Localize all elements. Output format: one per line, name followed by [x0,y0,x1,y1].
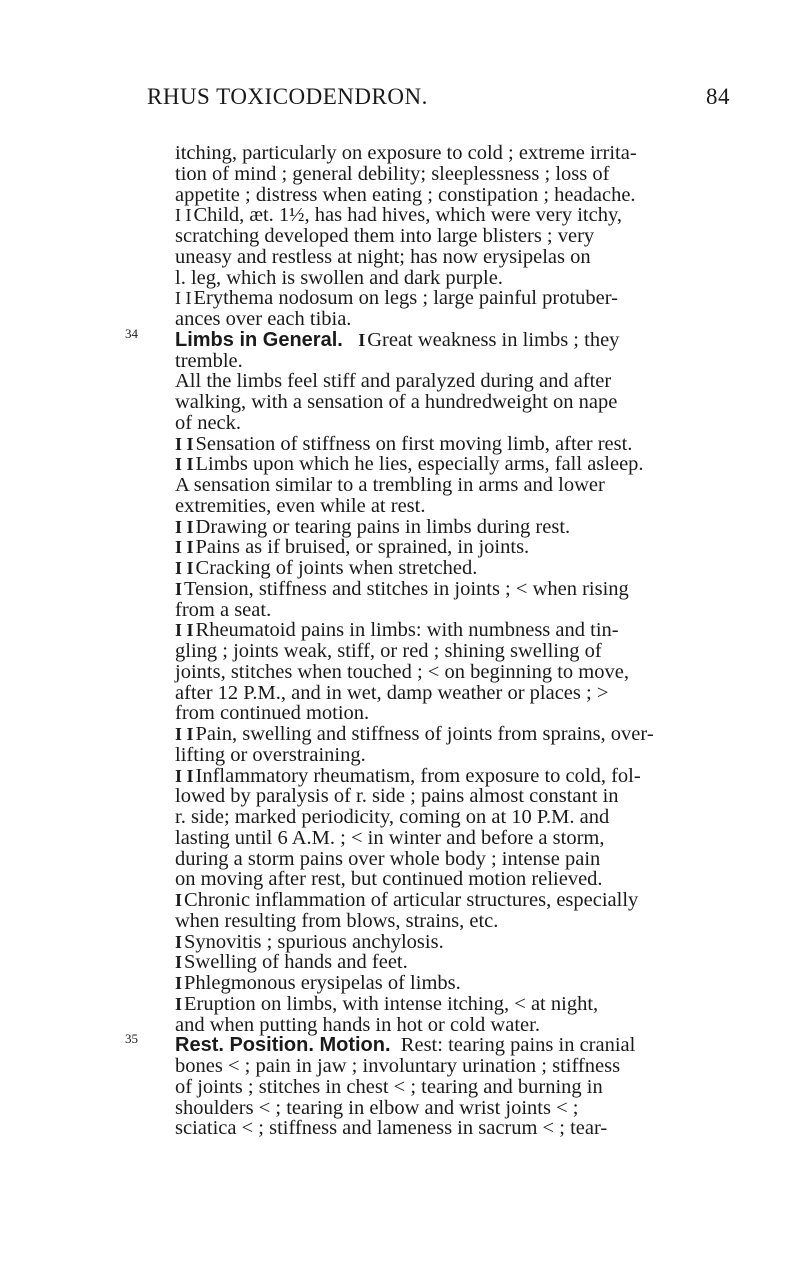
grade-mark: I [175,993,183,1014]
text-line: sciatica < ; stiffness and lameness in sacrum < ; tear- [175,1117,608,1140]
paragraph [175,288,743,330]
text-line: shoulders < ; tearing in elbow and wrist joints < ; [175,1096,579,1119]
paragraph [175,143,743,205]
text-line: I ISensation of stiffness on first moving limb, after rest. [175,432,633,455]
text-line: itching, particularly on exposure to cold ; extreme irrita- [175,142,637,164]
grade-mark: I I [175,288,192,309]
section-rest-position-motion: 35 Rest. Position. Motion. Rest: tearing pains in cranial bones < ; pain in jaw ; involuntary urination ; stiffness of joints ; stitches in chest < ; tearing and burning in shoulders < ; tearing in elbow and wrist joints < ; sciatica < ; stiffness and lameness in sacrum < ; tear- [175,1035,743,1139]
text-line: tremble. [175,349,243,372]
page-body [125,142,743,1140]
grade-mark: I [175,578,183,599]
symptom-entry [175,890,743,932]
symptom-entry [175,517,743,538]
text-line: r. side; marked periodicity, coming on at 10 P.M. and [175,806,610,828]
text-line: on moving after rest, but continued motion relieved. [175,868,603,891]
text-line: after 12 P.M., and in wet, damp weather or places ; > [175,681,609,704]
text-line: uneasy and restless at night; has now erysipelas on [175,245,591,268]
grade-mark: I I [175,620,194,641]
text-line: l. leg, which is swollen and dark purple. [175,266,503,289]
symptom-entry [175,558,743,579]
grade-mark: I [358,329,366,350]
text-line: A sensation similar to a trembling in arms and lower [175,474,605,496]
symptom-entry [175,579,743,621]
text-line: gling ; joints weak, stiff, or red ; shining swelling of [175,640,602,662]
text-line: joints, stitches when touched ; < on beginning to move, [175,660,629,683]
text-line: All the limbs feel stiff and paralyzed during and after [175,370,612,393]
text-line: walking, with a sensation of a hundredweight on nape [175,391,618,413]
section-heading: Limbs in General. [175,328,343,351]
running-title: RHUS TOXICODENDRON. [147,84,428,109]
text-line: IEruption on limbs, with intense itching, < at night, [175,992,599,1015]
text-line: bones < ; pain in jaw ; involuntary urination ; stiffness [175,1055,621,1077]
text-line: from a seat. [175,598,272,621]
text-line: I IInflammatory rheumatism, from exposure to cold, fol- [175,764,641,787]
symptom-entry [175,932,743,953]
section-limbs-in-general: 34 Limbs in General. IGreat weakness in limbs ; they tremble. [175,330,743,372]
symptom-entry [175,620,743,724]
text-line: lifting or overstraining. [175,743,366,766]
text-line: appetite ; distress when eating ; constipation ; headache. [175,183,636,206]
running-header [147,84,730,114]
text-line: during a storm pains over whole body ; intense pain [175,847,601,870]
grade-mark: I I [175,516,194,537]
text-line: IPhlegmonous erysipelas of limbs. [175,972,461,994]
text-line: I IErythema nodosum on legs ; large painful protuber- [175,287,618,310]
text-line: lasting until 6 A.M. ; < in winter and before a storm, [175,826,605,849]
text-line: lowed by paralysis of r. side ; pains almost constant in [175,785,619,808]
text-line: IChronic inflammation of articular structures, especially [175,889,639,911]
symptom-entry [175,371,743,433]
symptom-entry [175,973,743,994]
text-line: ances over each tibia. [175,308,352,330]
grade-mark: I [175,890,183,910]
text-line: ISynovitis ; spurious anchylosis. [175,930,444,953]
text-line: I ICracking of joints when stretched. [175,557,478,579]
symptom-entry [175,454,743,475]
text-line: scratching developed them into large blisters ; very [175,225,595,247]
symptom-entry [175,434,743,455]
grade-mark: I [175,973,183,993]
section-entries [175,371,743,1035]
text-line: I IChild, æt. 1½, has had hives, which were very itchy, [175,204,623,227]
grade-mark: I I [175,537,194,558]
text-line: I IPain, swelling and stiffness of joints from sprains, over- [175,723,654,745]
text-line: I IDrawing or tearing pains in limbs during rest. [175,515,571,538]
symptom-entry [175,537,743,558]
grade-mark: I I [175,454,194,475]
paragraph [175,205,743,288]
symptom-entry [175,475,743,517]
text-line: ITension, stiffness and stitches in joints ; < when rising [175,577,629,600]
text-line: of joints ; stitches in chest < ; tearing and burning in [175,1075,603,1098]
page-number: 84 [706,84,730,109]
grade-mark: I [175,952,183,973]
section-heading: Rest. Position. Motion. [175,1034,391,1057]
text-line: Limbs in General. IGreat weakness in limbs ; they [175,328,620,351]
grade-mark: I I [175,433,194,454]
text-line: tion of mind ; general debility; sleeplessness ; loss of [175,162,610,185]
text-line: I ILimbs upon which he lies, especially arms, fall asleep. [175,453,644,476]
text-line: and when putting hands in hot or cold water. [175,1013,540,1036]
text-line: of neck. [175,411,242,434]
text-line: from continued motion. [175,702,370,725]
grade-mark: I I [175,724,194,744]
text-line: I IPains as if bruised, or sprained, in joints. [175,536,530,559]
text-line: Rest. Position. Motion. Rest: tearing pains in cranial [175,1034,636,1057]
grade-mark: I I [175,765,194,786]
text-line: extremities, even while at rest. [175,494,426,517]
grade-mark: I I [175,205,192,226]
symptom-entry [175,952,743,973]
grade-mark: I I [175,558,194,578]
text-line: I IRheumatoid pains in limbs: with numbness and tin- [175,619,619,642]
grade-mark: I [175,931,183,952]
text-line: ISwelling of hands and feet. [175,951,408,974]
symptom-entry [175,724,743,766]
symptom-entry [175,766,743,891]
text-line: when resulting from blows, strains, etc. [175,909,499,932]
symptom-entry [175,994,743,1036]
